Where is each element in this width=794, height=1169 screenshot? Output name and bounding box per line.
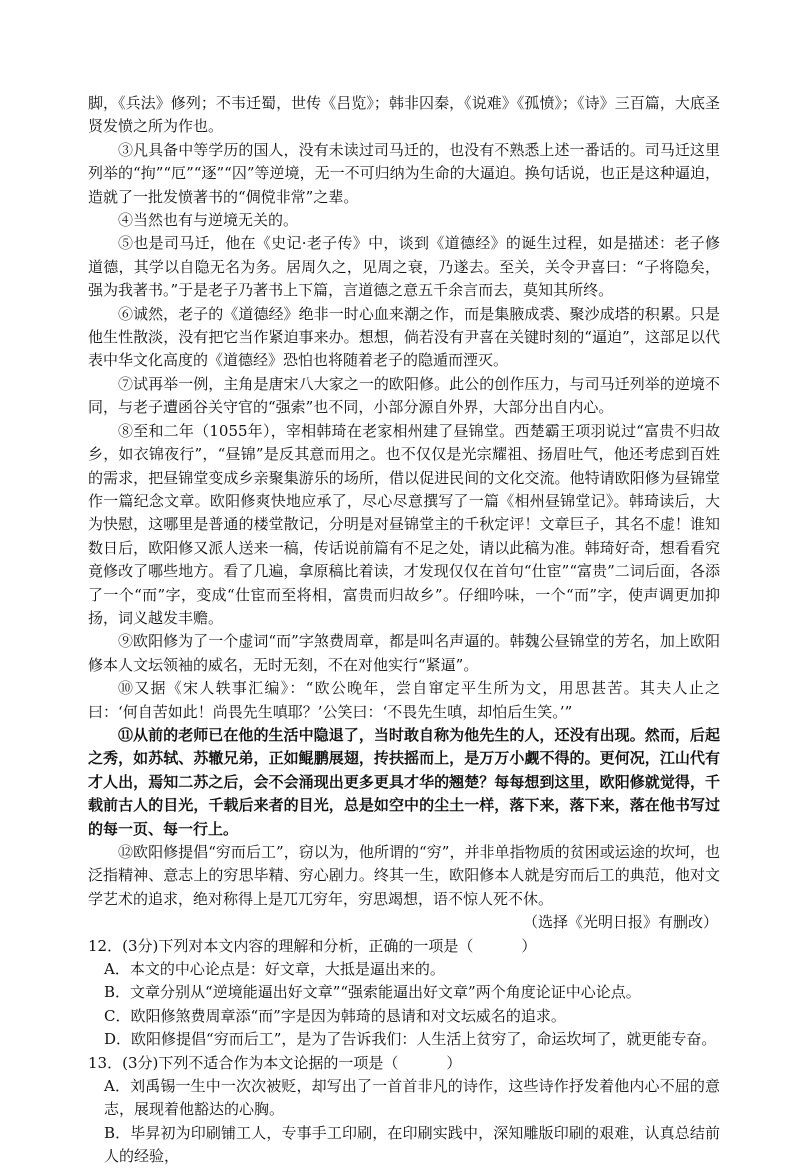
paragraph-9: ⑨欧阳修为了一个虚词“而”字煞费周章，都是叫名声逼的。韩魏公昼锦堂的芳名，加上欧阳修本人文坛领袖的威名，无时无刻，不在对他实行“紧逼”。 <box>88 632 720 674</box>
paragraph-7: ⑦试再举一例，主角是唐宋八大家之一的欧阳修。此公的创作压力，与司马迁列举的逆境不同，与老子遭函谷关守官的“强索”也不同，小部分源自外界，大部分出自内心。 <box>88 374 720 417</box>
question-13-stem-text: 13．(3分)下列不适合作为本文论据的一项是（ <box>88 1053 399 1072</box>
question-12-stem-text: 12．(3分)下列对本文内容的理解和分析，正确的一项是（ <box>88 936 474 955</box>
paragraph-4: ④当然也有与逆境无关的。 <box>118 211 299 230</box>
paragraph-12: ⑫欧阳修提倡“穷而后工”，窃以为，他所谓的“穷”，并非单指物质的贫困或运途的坎坷，也泛指精神、意志上的穷思毕精、穷心剧力。终其一生，欧阳修本人就是穷而后工的典范，他对文学艺术的追求，绝对称得上是兀兀穷年，穷思竭想，语不惊人死不休。 <box>88 843 720 908</box>
source-note: （选择《光明日报》有删改） <box>522 913 718 932</box>
question-12-option-b: B．文章分别从“逆境能逼出好文章”“强索能逼出好文章”两个角度论证中心论点。 <box>104 983 641 1002</box>
paragraph-6: ⑥诚然，老子的《道德经》绝非一时心血来潮之作，而是集腋成裘、聚沙成塔的积累。只是他生性散淡，没有把它当作紧迫事来办。想想，倘若没有尹喜在关键时刻的“逼迫”，这部足以代表中华文化高度的《道德经》恐怕也将随着老子的隐遁而湮灭。 <box>88 304 720 370</box>
paragraph-10: ⑩又据《宋人轶事汇编》：“欧公晚年，尝自窜定平生所为文，用思甚苦。其夫人止之曰：‘何自苦如此！尚畏先生嗔耶？’公笑曰：‘不畏先生嗔，却怕后生笑。’” <box>88 679 720 721</box>
question-13-stem-close: ） <box>446 1053 462 1072</box>
paragraph-2-continued: 脚，《兵法》修列；不韦迁蜀，世传《吕览》；韩非囚秦，《说难》《孤愤》；《诗》三百篇，大底圣贤发愤之所为作也。 <box>88 94 720 136</box>
question-13-option-a: A．刘禹锡一生中一次次被贬，却写出了一首首非凡的诗作，这些诗作抒发着他内心不屈的意志，展现着他豁达的心胸。 <box>104 1077 720 1119</box>
question-12-stem <box>88 935 720 958</box>
question-12-option-c: C．欧阳修煞费周章添“而”字是因为韩琦的恳请和对文坛威名的追求。 <box>104 1006 566 1025</box>
paragraph-11: ⑪从前的老师已在他的生活中隐退了，当时敢自称为他先生的人，还没有出现。然而，后起之秀，如苏轼、苏辙兄弟，正如鲲鹏展翅，抟扶摇而上，是万万小觑不得的。更何况，江山代有才人出，焉知二苏之后，会不会涌现出更多更具才华的翘楚？每每想到这里，欧阳修就觉得，千载前古人的目光，千载后来者的目光，总是如空中的尘土一样，落下来，落下来，落在他书写过的每一页、每一行上。 <box>88 725 720 838</box>
paragraph-3: ③凡具备中等学历的国人，没有未读过司马迁的，也没有不熟悉上述一番话的。司马迁这里列举的“拘”“厄”“逐”“囚”等逆境，无一不可归纳为生命的大逼迫。换句话说，也正是这种逼迫，造就了一批发愤著书的“倜傥非常”之辈。 <box>88 140 720 206</box>
question-12-stem-close: ） <box>521 936 537 955</box>
question-13-stem <box>88 1052 720 1075</box>
paragraph-5: ⑤也是司马迁，他在《史记·老子传》中，谈到《道德经》的诞生过程，如是描述：老子修道德，其学以自隐无名为务。居周久之，见周之衰，乃遂去。至关，关令尹喜曰：“子将隐矣，强为我著书。”于是老子乃著书上下篇，言道德之意五千余言而去，莫知其所终。 <box>88 234 720 300</box>
article-body <box>88 92 720 1169</box>
question-13-option-b: B．毕昇初为印刷铺工人，专事手工印刷，在印刷实践中，深知雕版印刷的艰难，认真总结前人的经验， <box>104 1123 720 1166</box>
paragraph-8: ⑧至和二年（1055年），宰相韩琦在老家相州建了昼锦堂。西楚霸王项羽说过“富贵不归故乡，如衣锦夜行”，“昼锦”是反其意而用之。也不仅仅是光宗耀祖、扬眉吐气，他还考虑到百姓的需求，把昼锦堂变成乡亲聚集游乐的场所，借以促进民间的文化交流。他特请欧阳修为昼锦堂作一篇纪念文章。欧阳修爽快地应承了，尽心尽意撰写了一篇《相州昼锦堂记》。韩琦读后，大为快慰，这哪里是普通的楼堂散记，分明是对昼锦堂主的千秋定评！文章巨子，其名不虚！谁知数日后，欧阳修又派人送来一稿，传话说前篇有不足之处，请以此稿为准。韩琦好奇，想看看究竟修改了哪些地方。看了几遍，拿原稿比着读，才发现仅仅在首句“仕宦”“富贵”二词后面，各添了一个“而”字，变成“仕宦而至将相，富贵而归故乡”。仔细吟味，一个“而”字，使声调更加抑扬，词义越发丰赡。 <box>88 421 720 627</box>
question-12-option-a: A．本文的中心论点是：好文章，大抵是逼出来的。 <box>104 960 445 979</box>
question-12-option-d: D．欧阳修提倡“穷而后工”，是为了告诉我们：人生活上贫穷了，命运坎坷了，就更能专奋。 <box>104 1030 717 1049</box>
